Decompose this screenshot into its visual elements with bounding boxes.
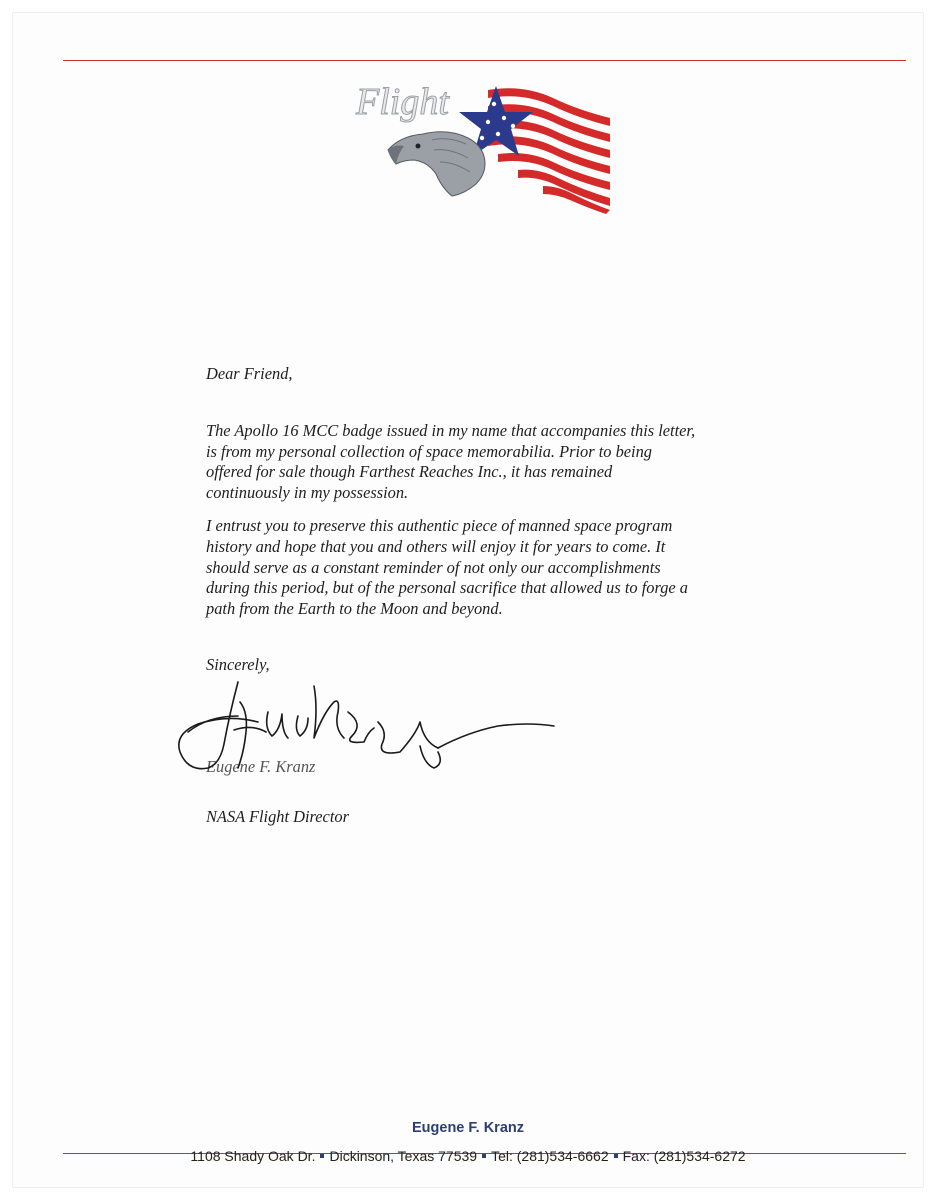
signer-name: Eugene F. Kranz — [206, 757, 316, 776]
paragraph-2-line: should serve as a constant reminder of not only our accomplishments — [206, 557, 661, 577]
paragraph-1 — [206, 421, 766, 503]
logo-text: Flight — [356, 81, 449, 123]
letterhead-logo — [348, 78, 628, 218]
handwritten-signature — [168, 672, 558, 782]
paragraph-1-line: is from my personal collection of space memorabilia. Prior to being — [206, 441, 652, 461]
signer-title: NASA Flight Director — [206, 807, 349, 826]
footer-address — [0, 1148, 936, 1164]
paragraph-2 — [206, 516, 766, 620]
footer-city: Dickinson, Texas 77539 — [329, 1148, 478, 1164]
paragraph-2-line: I entrust you to preserve this authentic piece of manned space program — [206, 516, 673, 535]
paragraph-1-line: continuously in my possession. — [206, 482, 409, 502]
closing: Sincerely, — [206, 655, 270, 674]
separator-bullet — [320, 1154, 324, 1158]
separator-bullet — [614, 1154, 618, 1158]
footer-street: 1108 Shady Oak Dr. — [190, 1148, 316, 1164]
flag-stripes — [488, 88, 610, 214]
salutation: Dear Friend, — [206, 364, 293, 383]
separator-bullet — [482, 1154, 486, 1158]
top-rule — [63, 60, 906, 61]
footer-name: Eugene F. Kranz — [412, 1120, 524, 1136]
paragraph-2-line: history and hope that you and others will enjoy it for years to come. It — [206, 536, 666, 556]
footer-fax: Fax: (281)534-6272 — [622, 1148, 746, 1164]
eagle-flag-icon — [348, 78, 628, 218]
footer-tel: Tel: (281)534-6662 — [491, 1148, 609, 1164]
paragraph-2-line: path from the Earth to the Moon and beyond. — [206, 599, 503, 619]
signature-icon — [168, 672, 558, 782]
paragraph-2-line: during this period, but of the personal sacrifice that allowed us to forge a — [206, 578, 688, 598]
paragraph-1-line: offered for sale though Farthest Reaches Inc., it has remained — [206, 462, 613, 481]
eagle-head — [388, 132, 485, 196]
paragraph-1-line: The Apollo 16 MCC badge issued in my name that accompanies this letter, — [206, 421, 696, 440]
